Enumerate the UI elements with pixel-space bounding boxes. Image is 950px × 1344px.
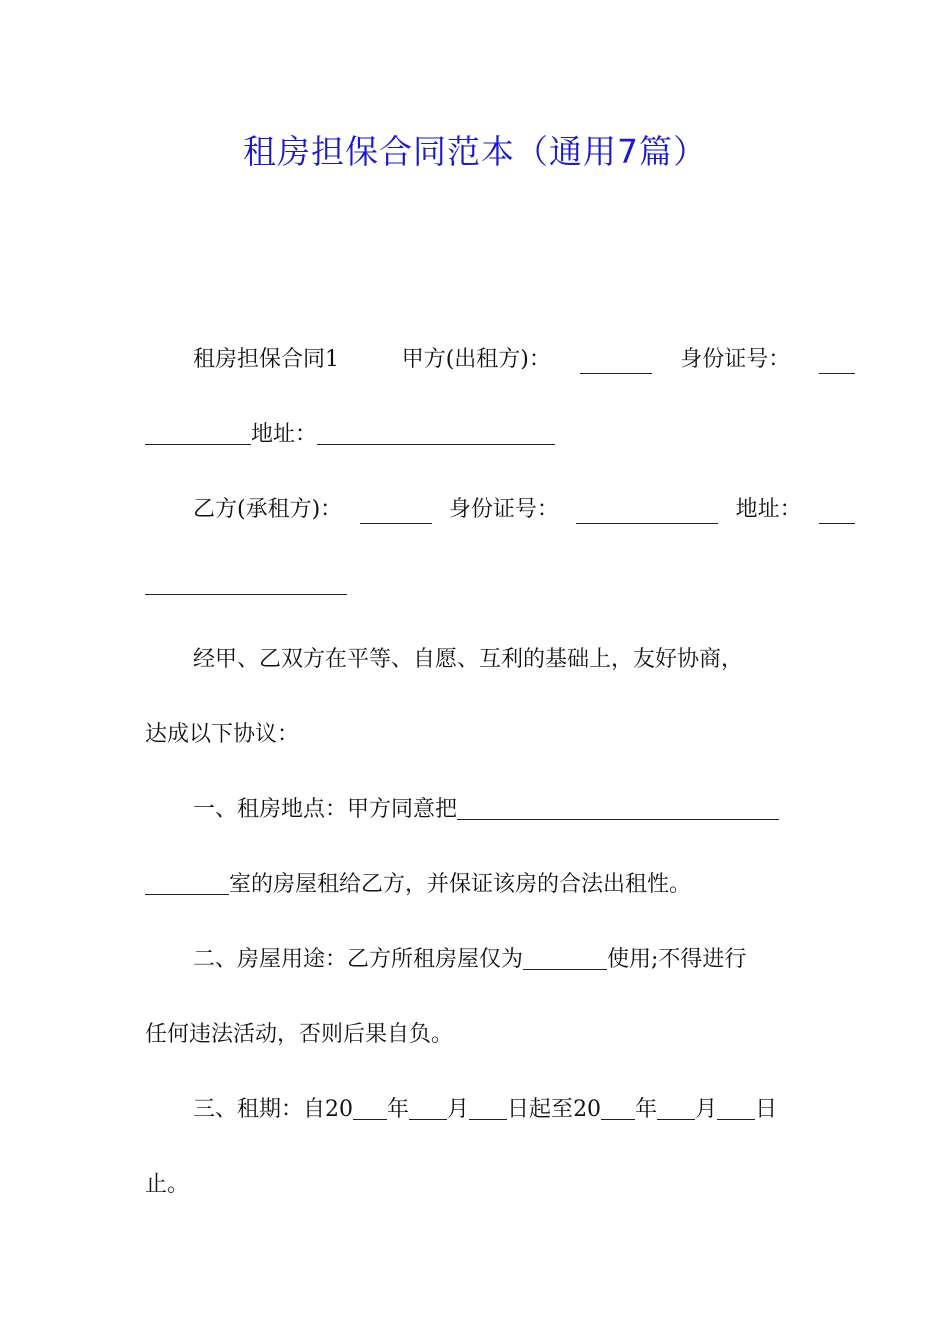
tenant-line [145,490,855,530]
start-day-blank[interactable] [469,1093,507,1120]
clause-2-label: 二、房屋用途：乙方所租房屋仅为 [193,947,524,972]
clause-1-line-2 [145,865,807,905]
start-month-blank[interactable] [409,1093,447,1120]
landlord-line [145,340,855,380]
party-b-id-label: 身份证号： [448,497,559,522]
rental-location-blank[interactable] [457,793,779,820]
party-b-label: 乙方(承租方)： [193,497,343,522]
end-year-label: 年 [635,1097,658,1122]
clause-1-label: 一、租房地点：甲方同意把 [193,797,458,822]
clause-2-line-1 [145,940,855,980]
party-a-id-blank[interactable] [819,347,855,374]
start-year-prefix: 20 [325,1097,354,1122]
document-title: 租房担保合同范本（通用7篇） [243,132,707,171]
contract-number: 租房担保合同1 [193,347,339,372]
clause-1-text: 室的房屋租给乙方，并保证该房的合法出租性。 [229,872,692,897]
end-year-prefix: 20 [573,1097,602,1122]
start-year-label: 年 [387,1097,410,1122]
party-a-address-label: 地址： [251,422,318,447]
start-month-label: 月 [447,1097,470,1122]
end-year-blank[interactable] [601,1093,635,1120]
rental-location-blank-cont[interactable] [145,868,229,895]
party-a-id-blank-cont[interactable] [145,418,251,445]
lease-term-label: 三、租期：自 [193,1097,326,1122]
party-b-address-blank[interactable] [819,497,855,524]
clause-2-line-2: 任何违法活动，否则后果自负。 [145,1022,454,1047]
party-a-id-label: 身份证号： [680,347,791,372]
clause-3-line-1 [145,1090,855,1130]
party-b-id-blank[interactable] [576,497,718,524]
end-month-label: 月 [695,1097,718,1122]
clause-1-line-1 [145,790,855,830]
preamble-line-1: 经甲、乙双方在平等、自愿、互利的基础上，友好协商， [193,647,744,672]
clause-3-line-2: 止。 [145,1172,190,1197]
party-b-address-label: 地址： [735,497,802,522]
party-a-label: 甲方(出租方)： [401,347,551,372]
tenant-line-2 [145,565,807,605]
landlord-line-2 [145,415,807,455]
end-month-blank[interactable] [657,1093,695,1120]
end-day-label: 日 [755,1097,778,1122]
clause-2-text: 使用;不得进行 [607,947,747,972]
party-b-address-blank-cont[interactable] [145,568,347,595]
start-day-label: 日起至 [507,1097,574,1122]
party-a-blank[interactable] [580,347,652,374]
end-day-blank[interactable] [717,1093,755,1120]
usage-blank[interactable] [523,943,607,970]
party-a-address-blank[interactable] [317,418,555,445]
preamble-line-2: 达成以下协议： [145,722,300,747]
start-year-blank[interactable] [353,1093,387,1120]
party-b-blank[interactable] [360,497,432,524]
